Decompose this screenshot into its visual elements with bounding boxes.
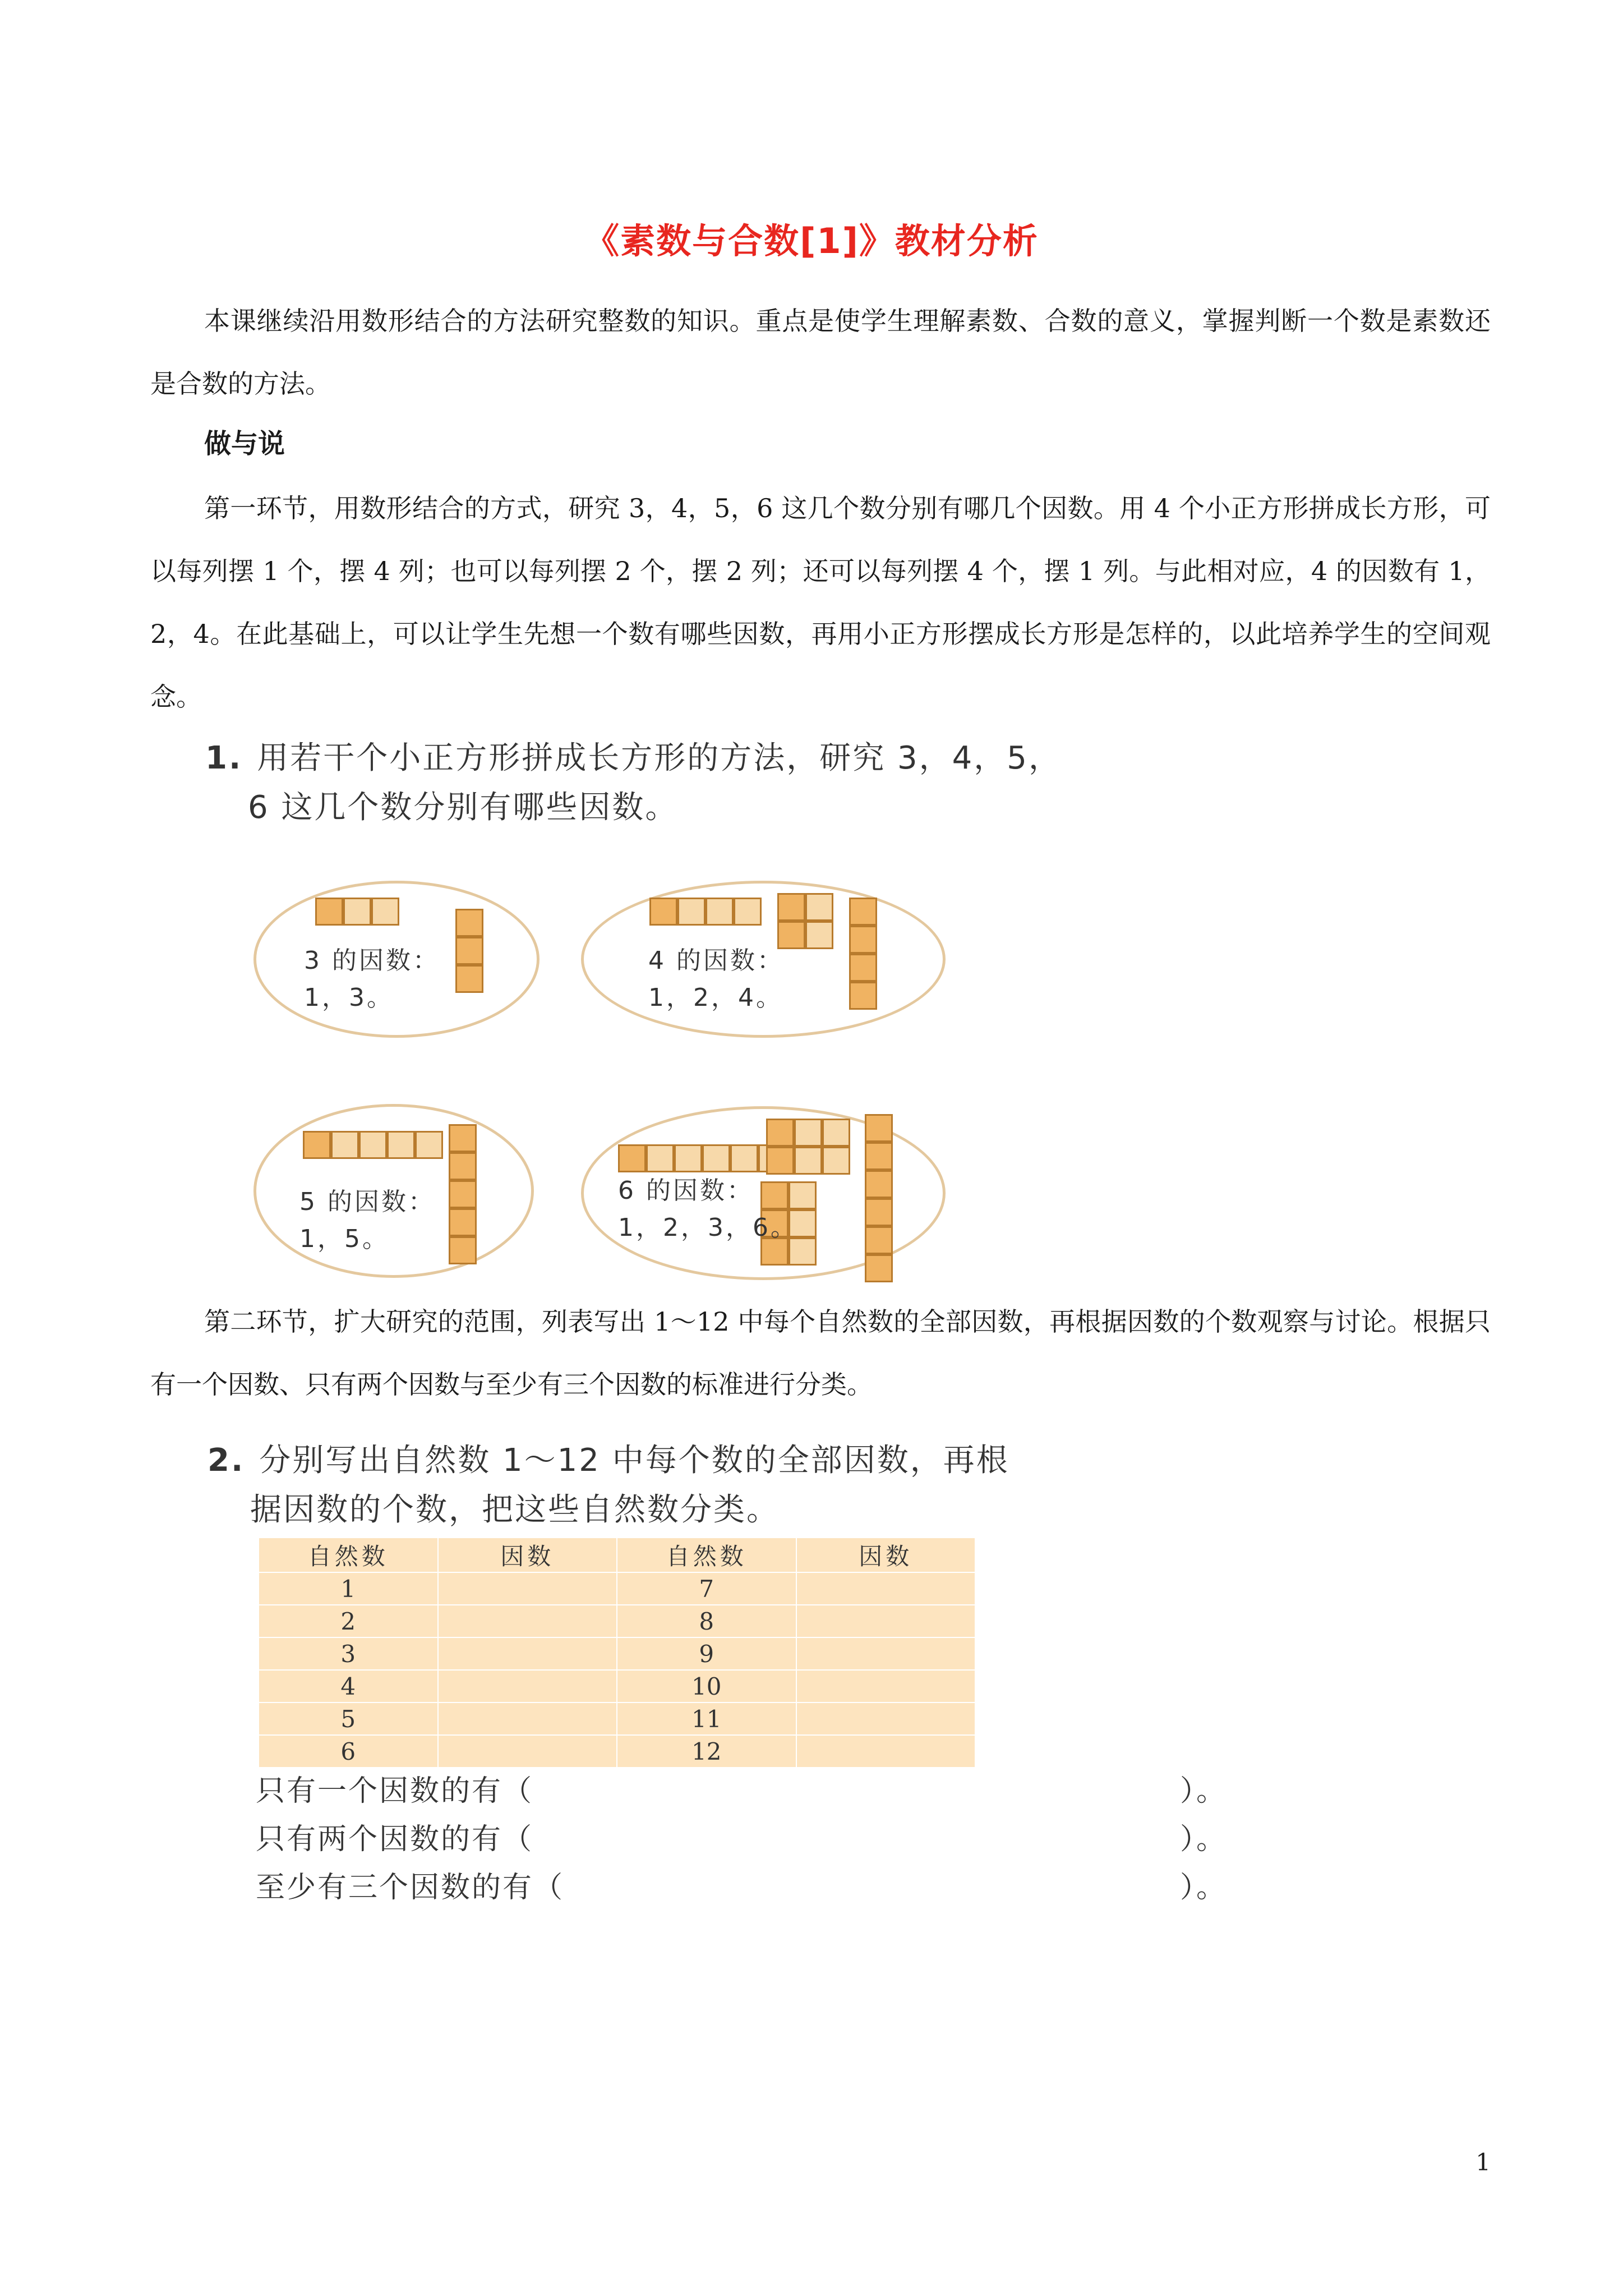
square [359, 1131, 387, 1159]
factor-group-5-label: 5 的因数： [299, 1188, 435, 1216]
square [415, 1131, 443, 1159]
square [777, 893, 805, 921]
page-number: 1 [1476, 2148, 1491, 2176]
factors-blank[interactable] [438, 1605, 617, 1637]
natural-number-cell: 2 [259, 1605, 438, 1637]
factor-group-4-label: 4 的因数： [648, 946, 784, 975]
square [822, 1119, 850, 1147]
natural-number-cell: 12 [617, 1735, 796, 1768]
factor-group-3-factors: 1，3。 [304, 983, 394, 1012]
intro-paragraph: 本课继续沿用数形结合的方法研究整数的知识。重点是使学生理解素数、合数的意义，掌握判断一个数是素数还是合数的方法。 [150, 306, 1491, 399]
factor-group-6-text [618, 1172, 797, 1246]
square [449, 1124, 477, 1152]
document-title: 《素数与合数[1]》教材分析 [584, 220, 1039, 261]
square [766, 1147, 794, 1175]
square [449, 1208, 477, 1236]
blank-suffix: ）。 [1180, 1871, 1228, 1904]
square [343, 898, 371, 926]
square [822, 1147, 850, 1175]
table-row [259, 1735, 975, 1768]
factor-group-6-label: 6 的因数： [618, 1176, 754, 1205]
exercise-1-prompt [205, 734, 1062, 832]
square [387, 1131, 415, 1159]
natural-number-cell: 11 [617, 1703, 796, 1735]
natural-number-cell: 1 [259, 1572, 438, 1605]
square [865, 1226, 893, 1254]
header-natural-number: 自然数 [617, 1538, 796, 1572]
natural-number-cell: 5 [259, 1703, 438, 1735]
factors-blank[interactable] [796, 1670, 976, 1703]
natural-number-cell: 3 [259, 1637, 438, 1670]
square [706, 898, 734, 926]
square [766, 1119, 794, 1147]
blank-suffix: ）。 [1180, 1823, 1228, 1856]
factors-blank[interactable] [438, 1735, 617, 1768]
paragraph-stage-one: 第一环节，用数形结合的方式，研究 3，4，5，6 这几个数分别有哪几个因数。用 4 个小正方形拼成长方形，可以每列摆 1 个，摆 4 列；也可以每列摆 2 个，摆 2 列；还可以每列摆 4 个，摆 1 列。与此相对应，4 的因数有 1，2，4。在此基础上，可以让学生先想一个数有哪些因数，再用小正方形摆成长方形是怎样的，以此培养学生的空间观念。 [150, 493, 1491, 712]
blank-line-one-factor[interactable] [256, 1767, 1265, 1815]
header-factors: 因数 [796, 1538, 976, 1572]
factor-group-4-figures [581, 881, 946, 1038]
natural-number-cell: 6 [259, 1735, 438, 1768]
square [646, 1144, 674, 1172]
factors-blank[interactable] [796, 1572, 976, 1605]
exercise-2-line-2: 据因数的个数，把这些自然数分类。 [250, 1492, 780, 1528]
exercise-2-number: 2. [208, 1442, 245, 1479]
factor-group-4-text [648, 942, 784, 1016]
factor-group-5-text [299, 1184, 435, 1258]
section-heading: 做与说 [204, 428, 285, 459]
blank-prefix: 至少有三个因数的有（ [256, 1871, 565, 1904]
factor-group-3-figures [253, 881, 540, 1038]
factors-blank[interactable] [796, 1735, 976, 1768]
factors-blank[interactable] [438, 1637, 617, 1670]
square [331, 1131, 359, 1159]
natural-number-cell: 7 [617, 1572, 796, 1605]
square [371, 898, 399, 926]
natural-number-cell: 9 [617, 1637, 796, 1670]
square [794, 1147, 822, 1175]
square [794, 1119, 822, 1147]
square [849, 898, 877, 926]
table-row [259, 1572, 975, 1605]
natural-number-cell: 10 [617, 1670, 796, 1703]
table-header-row [259, 1538, 975, 1572]
square [449, 1236, 477, 1264]
factors-table [258, 1537, 976, 1768]
natural-number-cell: 4 [259, 1670, 438, 1703]
square [734, 898, 762, 926]
square [303, 1131, 331, 1159]
square [674, 1144, 702, 1172]
header-factors: 因数 [438, 1538, 617, 1572]
square [849, 954, 877, 982]
exercise-2-line-1: 分别写出自然数 1～12 中每个数的全部因数，再根 [259, 1442, 1009, 1479]
table-row [259, 1637, 975, 1670]
factors-blank[interactable] [796, 1605, 976, 1637]
blank-suffix: ）。 [1180, 1774, 1228, 1808]
blank-line-three-plus-factors[interactable] [256, 1864, 1265, 1912]
square [849, 926, 877, 954]
square [315, 898, 343, 926]
square [449, 1152, 477, 1180]
factor-group-3-label: 3 的因数： [304, 946, 440, 975]
exercise-2-prompt [208, 1436, 1009, 1535]
exercise-1-line-2: 6 这几个数分别有哪些因数。 [248, 789, 679, 826]
square [702, 1144, 730, 1172]
natural-number-cell: 8 [617, 1605, 796, 1637]
factors-blank[interactable] [438, 1703, 617, 1735]
square [455, 965, 483, 993]
factors-blank[interactable] [438, 1670, 617, 1703]
factors-blank[interactable] [438, 1572, 617, 1605]
square [649, 898, 677, 926]
exercise-1-line-1: 用若干个小正方形拼成长方形的方法，研究 3，4，5， [257, 740, 1062, 776]
square [677, 898, 706, 926]
factor-group-6-figures [581, 1106, 946, 1280]
table-row [259, 1605, 975, 1637]
square [455, 937, 483, 965]
paragraph-stage-two: 第二环节，扩大研究的范围，列表写出 1～12 中每个自然数的全部因数，再根据因数的个数观察与讨论。根据只有一个因数、只有两个因数与至少有三个因数的标准进行分类。 [150, 1306, 1491, 1400]
square [865, 1170, 893, 1198]
factors-blank[interactable] [796, 1703, 976, 1735]
square [865, 1198, 893, 1226]
factor-group-6-factors: 1，2，3，6。 [618, 1213, 797, 1242]
square [865, 1254, 893, 1282]
blank-prefix: 只有两个因数的有（ [256, 1823, 534, 1856]
factor-group-5-factors: 1，5。 [299, 1225, 389, 1253]
square [849, 982, 877, 1010]
factors-blank[interactable] [796, 1637, 976, 1670]
square [805, 893, 833, 921]
blank-prefix: 只有一个因数的有（ [256, 1774, 534, 1808]
factor-group-4-factors: 1，2，4。 [648, 983, 783, 1012]
header-natural-number: 自然数 [259, 1538, 438, 1572]
table-row [259, 1703, 975, 1735]
square [865, 1114, 893, 1142]
square [455, 909, 483, 937]
square [449, 1180, 477, 1208]
table-row [259, 1670, 975, 1703]
square [805, 921, 833, 949]
square [730, 1144, 758, 1172]
square [865, 1142, 893, 1170]
factor-group-3-text [304, 942, 440, 1016]
square [618, 1144, 646, 1172]
exercise-1-number: 1. [205, 740, 243, 776]
factor-group-5-figures [253, 1104, 534, 1278]
blank-line-two-factors[interactable] [256, 1815, 1265, 1864]
